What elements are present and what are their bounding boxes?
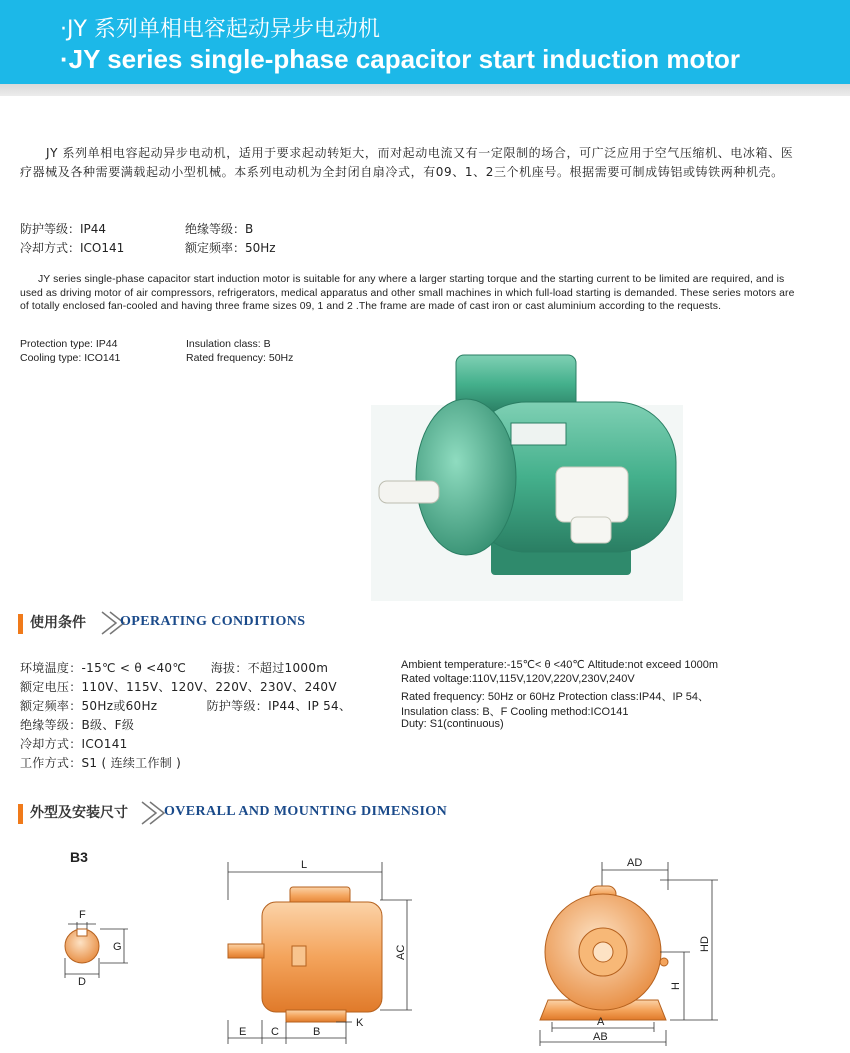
intro-cn-paragraph: JY 系列单相电容起动异步电动机，适用于要求起动转矩大，而对起动电流又有一定限制的场合，可广泛应用于空气压缩机、电冰箱、医疗器械及各种需要满载起动小型机械。本系列电动机为全封闭自扇冷式，有09、1、2三个机座号。根据需要可制成铸铝或铸铁两种机壳。 <box>20 146 794 179</box>
spec-cooling-en: Cooling type: ICO141 <box>20 352 121 364</box>
shaft-section-view <box>65 909 128 988</box>
operating-title-en: OPERATING CONDITIONS <box>120 614 306 629</box>
dimension-title-cn: 外型及安装尺寸 <box>30 805 128 821</box>
dim-label-e: E <box>239 1026 247 1038</box>
condition-en-line: Rated voltage:110V,115V,120V,220V,230V,240V <box>401 673 635 685</box>
dim-label-k: K <box>356 1017 364 1029</box>
header-title-cn: ·JY 系列单相电容起动异步电动机 <box>60 17 380 42</box>
end-shield <box>416 399 516 555</box>
spec-frequency-cn: 额定频率：50Hz <box>185 241 276 255</box>
capacitor-box <box>556 467 628 522</box>
dim-label-h: H <box>670 982 682 990</box>
spec-protection-cn: 防护等级：IP44 <box>20 222 107 236</box>
section-bar <box>18 804 23 824</box>
shaft <box>379 481 439 503</box>
dim-label-a: A <box>597 1016 605 1028</box>
section-bar <box>18 614 23 634</box>
condition-cn-line: 绝缘等级：B级、F级 <box>20 718 135 732</box>
condition-en-line: Ambient temperature:-15℃< θ <40℃ Altitude:not exceed 1000m <box>401 659 719 671</box>
dim-label-ad: AD <box>627 857 643 869</box>
dim-label-l: L <box>301 859 308 871</box>
motor-photo <box>371 347 683 601</box>
spec-protection-en: Protection type: IP44 <box>20 338 118 350</box>
spec-insulation-cn: 绝缘等级：B <box>185 222 254 236</box>
nameplate <box>511 423 566 445</box>
spec-insulation-en: Insulation class: B <box>186 338 271 350</box>
motor-front-view <box>540 857 718 1046</box>
model-label: B3 <box>70 849 88 865</box>
condition-cn-line: 额定频率：50Hz或60Hz 防护等级：IP44、IP 54、 <box>20 699 352 713</box>
page-header <box>0 0 850 84</box>
condition-cn-line: 工作方式：S1 ( 连续工作制 ) <box>20 756 182 770</box>
dim-label-d: D <box>78 976 86 988</box>
dim-label-ac: AC <box>395 944 407 960</box>
condition-cn-line: 环境温度：-15℃ < θ <40℃ 海拔：不超过1000m <box>20 661 329 675</box>
condition-en-line: Duty: S1(continuous) <box>401 718 504 730</box>
cable-gland <box>571 517 611 543</box>
header-title-en: ·JY series single-phase capacitor start induction motor <box>60 44 741 74</box>
dim-label-b: B <box>313 1026 321 1038</box>
dim-label-c: C <box>271 1026 279 1038</box>
intro-en-paragraph: JY series single-phase capacitor start induction motor is suitable for any where a larger starting torque and the starting current to be limited are required, and is used as driving motor of air compressors, refrigerators, medical apparatus and other small machines in which full-load starting is demanded. These series motors are of totally enclosed fan-cooled and having three frame sizes 09, 1 and 2 .The frame are made of cast iron or cast aluminium according to the requests. <box>20 274 795 312</box>
operating-title-cn: 使用条件 <box>30 615 86 631</box>
condition-en-line: Rated frequency: 50Hz or 60Hz Protection class:IP44、IP 54、 <box>401 691 709 703</box>
condition-en-line: Insulation class: B、F Cooling method:ICO141 <box>401 706 629 718</box>
dim-label-ab: AB <box>593 1031 608 1043</box>
spec-cooling-cn: 冷却方式：ICO141 <box>20 241 125 255</box>
dimension-title-en: OVERALL AND MOUNTING DIMENSION <box>164 804 448 819</box>
header-divider <box>0 84 850 96</box>
condition-cn-line: 额定电压：110V、115V、120V、220V、230V、240V <box>20 680 337 694</box>
motor-side-view <box>228 859 412 1044</box>
dim-label-g: G <box>113 941 122 953</box>
dimension-drawing <box>0 840 850 1053</box>
dim-label-f: F <box>79 909 86 921</box>
condition-cn-line: 冷却方式：ICO141 <box>20 737 128 751</box>
dim-label-hd: HD <box>699 936 711 952</box>
spec-frequency-en: Rated frequency: 50Hz <box>186 352 294 364</box>
